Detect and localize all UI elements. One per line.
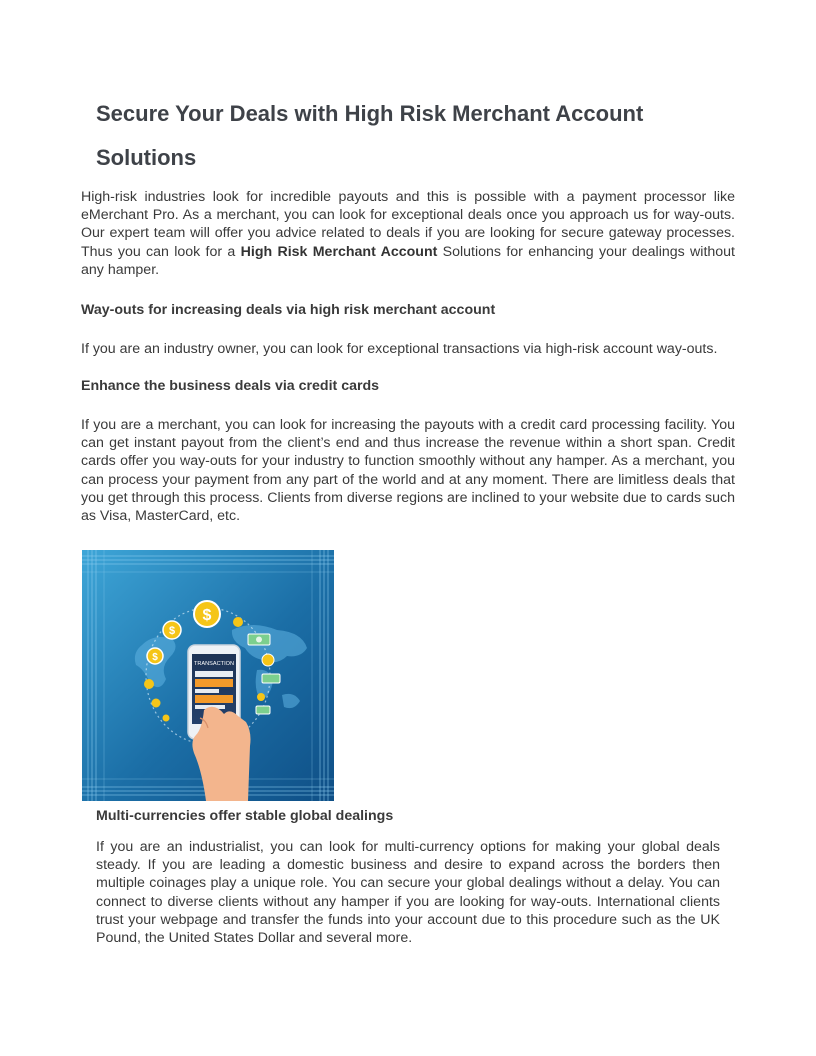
- coin-icon: [257, 693, 265, 701]
- section3-paragraph: If you are an industrialist, you can look for multi-currency options for making your global deals steady. If you are leading a domestic business and desire to expand across the borders then multiple coinages play a unique role. You can secure your global dealings without a delay. You can connect to diverse clients without any hamper if you are looking for way-outs. International clients trust your webpage and transfer the funds into your account due to this procedure such as the UK Pound, the United States Dollar and several more.: [96, 839, 720, 947]
- coin-symbol: $: [202, 607, 212, 624]
- section2-heading: Enhance the business deals via credit cards: [81, 378, 380, 394]
- coin-icon: [144, 679, 154, 689]
- intro-text-start: High-risk industries look for incredible payouts and this is possible with a payment processor like eMerchant Pro. As a merchant, you can look for exceptional deals once you approach us for way-outs. Our expert team will offer you advice related to deals if you are looking for secure gateway processes. Thus you can look for a: [81, 189, 735, 260]
- coin-icon: [152, 699, 161, 708]
- banknote-icon: [262, 674, 280, 683]
- section2-paragraph: If you are a merchant, you can look for increasing the payouts with a credit card processing facility. You can get instant payout from the client’s end and thus increase the revenue within a short span. Credit cards offer you way-outs for your industry to function smoothly without any hamper. As a merchant, you can process your payment from any part of the world and at any moment. There are limitless deals that you get through this process. Clients from diverse regions are inclined to your website due to cards such as Visa, MasterCard, etc.: [81, 417, 735, 525]
- intro-text-end: Solutions for enhancing your dealings without any hamper.: [81, 243, 736, 278]
- transaction-illustration: [82, 550, 334, 801]
- banknote-icon: [256, 706, 270, 714]
- section3-heading: Multi-currencies offer stable global dealings: [96, 808, 394, 824]
- coin-icon: [233, 617, 243, 627]
- page-title: Secure Your Deals with High Risk Merchant Account Solutions: [96, 101, 644, 170]
- screen-label: TRANSACTION: [193, 661, 235, 667]
- intro-paragraph: [81, 188, 735, 279]
- coin-icon: [262, 654, 274, 666]
- section1-paragraph: If you are an industry owner, you can look for exceptional transactions via high-risk account way-outs.: [81, 341, 718, 357]
- coin-symbol: $: [152, 652, 158, 663]
- section1-heading: Way-outs for increasing deals via high risk merchant account: [81, 302, 496, 318]
- intro-bold-keyword: High Risk Merchant Account: [240, 243, 438, 260]
- coin-symbol: $: [168, 625, 176, 637]
- coin-icon: [163, 715, 170, 722]
